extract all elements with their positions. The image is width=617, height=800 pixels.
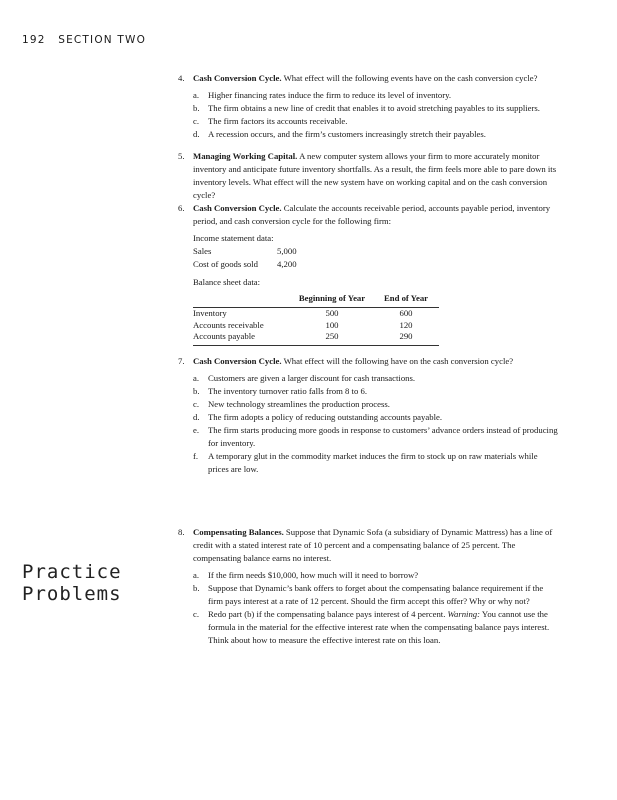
sub-item-letter: e.: [193, 424, 200, 435]
sub-item: [193, 128, 558, 141]
income-statement-label: Income statement data:: [193, 233, 274, 243]
sub-item-text: Suppose that Dynamic’s bank offers to forget about the compensating balance requirement if the firm pays interest at a rate of 12 percent. Should the firm accept this offer? Why or why not?: [208, 582, 544, 606]
table-header-row: [193, 291, 439, 308]
income-row: [193, 258, 558, 271]
page-number: 192: [22, 34, 46, 46]
problem-number: 4.: [178, 73, 185, 83]
sub-item: [193, 115, 558, 128]
sub-item-text: If the firm needs $10,000, how much will it need to borrow?: [208, 569, 419, 580]
sub-item-letter: c.: [193, 608, 200, 619]
problem-number: 5.: [178, 151, 185, 161]
problem-text: A new computer system allows your firm to more accurately monitor inventory and anticipate future inventory shortfalls. As a result, the firm feels more able to pare down its inventory levels. What effect will the new system have on working capital and on the cash conversion cycle?: [193, 151, 557, 200]
sub-item-text: The inventory turnover ratio falls from 8 to 6.: [208, 385, 367, 396]
column-header: End of Year: [373, 291, 439, 308]
sub-item-text: New technology streamlines the production process.: [208, 398, 390, 409]
sub-item-letter: d.: [193, 411, 200, 422]
sub-item-text: The firm adopts a policy of reducing outstanding accounts payable.: [208, 411, 443, 422]
sub-item-letter: b.: [193, 582, 200, 593]
table-cell: Accounts payable: [193, 331, 291, 345]
sub-item: [193, 102, 558, 115]
sub-item-text: The firm factors its accounts receivable.: [208, 116, 348, 126]
problem-7: [178, 355, 558, 476]
column-header: Beginning of Year: [291, 291, 373, 308]
sub-item: [193, 608, 558, 647]
problem-text: What effect will the following events have on the cash conversion cycle?: [283, 73, 538, 83]
sub-item: [193, 398, 558, 411]
sub-item-letter: c.: [193, 398, 200, 409]
problem-8: [178, 526, 558, 647]
sidebar-line-2: Problems: [22, 583, 122, 605]
sub-item-text: The firm starts producing more goods in response to customers’ advance orders instead of producing for inventory.: [208, 424, 558, 448]
income-row: [193, 245, 558, 258]
table-cell: Inventory: [193, 308, 227, 318]
problem-text: Suppose that Dynamic Sofa (a subsidiary of Dynamic Mattress) has a line of credit with a stated interest rate of 10 percent and a compensating balance of 25 percent. The compensating balance earns no interest.: [193, 526, 553, 563]
sub-item: [193, 450, 558, 476]
sub-item-letter: d.: [193, 129, 200, 139]
table-row: [193, 331, 439, 345]
income-row-value: 5,000: [277, 246, 297, 256]
table-cell: 600: [399, 308, 413, 318]
sub-item-text: The firm obtains a new line of credit that enables it to avoid stretching payables to its suppliers.: [208, 103, 540, 113]
running-header: [22, 34, 146, 46]
practice-problems-heading: [22, 561, 122, 605]
table-cell: Accounts receivable: [193, 319, 264, 330]
problem-text: Calculate the accounts receivable period, accounts payable period, inventory period, and cash conversion cycle for the following firm:: [193, 203, 551, 226]
sub-item-text: Customers are given a larger discount for cash transactions.: [208, 372, 416, 383]
table-cell: 250: [291, 331, 373, 345]
balance-sheet-label: Balance sheet data:: [193, 277, 261, 287]
sub-item-letter: f.: [193, 450, 199, 461]
table-cell: 500: [325, 308, 339, 318]
income-row-label: Cost of goods sold: [193, 259, 258, 269]
problem-6: [178, 202, 558, 228]
sub-item-list: [193, 89, 558, 141]
sub-item-letter: a.: [193, 90, 200, 100]
problem-text: What effect will the following have on the cash conversion cycle?: [283, 355, 514, 366]
table-row: [193, 320, 439, 332]
sub-item-letter: b.: [193, 103, 200, 113]
section-title: SECTION TWO: [58, 34, 147, 46]
sub-item-letter: b.: [193, 385, 200, 396]
sub-item: [193, 569, 558, 582]
problem-4: [178, 72, 558, 141]
problem-number: 6.: [178, 203, 185, 213]
warning-label: Warning:: [447, 608, 481, 619]
sub-item-letter: a.: [193, 569, 200, 580]
sub-item-list: [193, 569, 558, 647]
income-row-value: 4,200: [277, 259, 297, 269]
problem-title: Managing Working Capital.: [193, 151, 298, 161]
problem-6-data: [178, 232, 558, 346]
column-header: [193, 291, 291, 308]
table-row: [193, 308, 439, 320]
table-cell: 100: [325, 319, 339, 330]
problem-5: [178, 150, 558, 202]
table-cell: 120: [399, 319, 413, 330]
sub-item-list: [193, 372, 558, 476]
table-cell: 290: [373, 331, 439, 345]
sub-item: [193, 582, 558, 608]
sub-item-text: Redo part (b) if the compensating balance pays interest of 4 percent.: [208, 608, 446, 619]
sub-item: [193, 89, 558, 102]
sub-item: [193, 411, 558, 424]
sub-item-letter: c.: [193, 116, 200, 126]
problem-title: Compensating Balances.: [193, 526, 284, 537]
problem-number: 7.: [178, 355, 185, 366]
income-row-label: Sales: [193, 246, 212, 256]
balance-sheet-table: [193, 291, 439, 346]
problem-number: 8.: [178, 526, 185, 537]
problems-column: [178, 72, 558, 647]
sub-item: [193, 372, 558, 385]
sub-item-text: Higher financing rates induce the firm to reduce its level of inventory.: [208, 90, 452, 100]
sub-item: [193, 385, 558, 398]
problem-title: Cash Conversion Cycle.: [193, 355, 282, 366]
sub-item-text: You cannot use the formula in the material for the effective interest rate when the compensating balance pays interest. Think about how to measure the effective interest rate on this loan.: [208, 608, 550, 645]
sidebar-line-1: Practice: [22, 561, 122, 583]
sub-item: [193, 424, 558, 450]
sub-item-text: A recession occurs, and the firm’s customers increasingly stretch their payables.: [208, 129, 486, 139]
sub-item-letter: a.: [193, 372, 200, 383]
sub-item-text: A temporary glut in the commodity market induces the firm to stock up on raw materials while prices are low.: [208, 450, 538, 474]
problem-title: Cash Conversion Cycle.: [193, 73, 282, 83]
problem-title: Cash Conversion Cycle.: [193, 203, 282, 213]
